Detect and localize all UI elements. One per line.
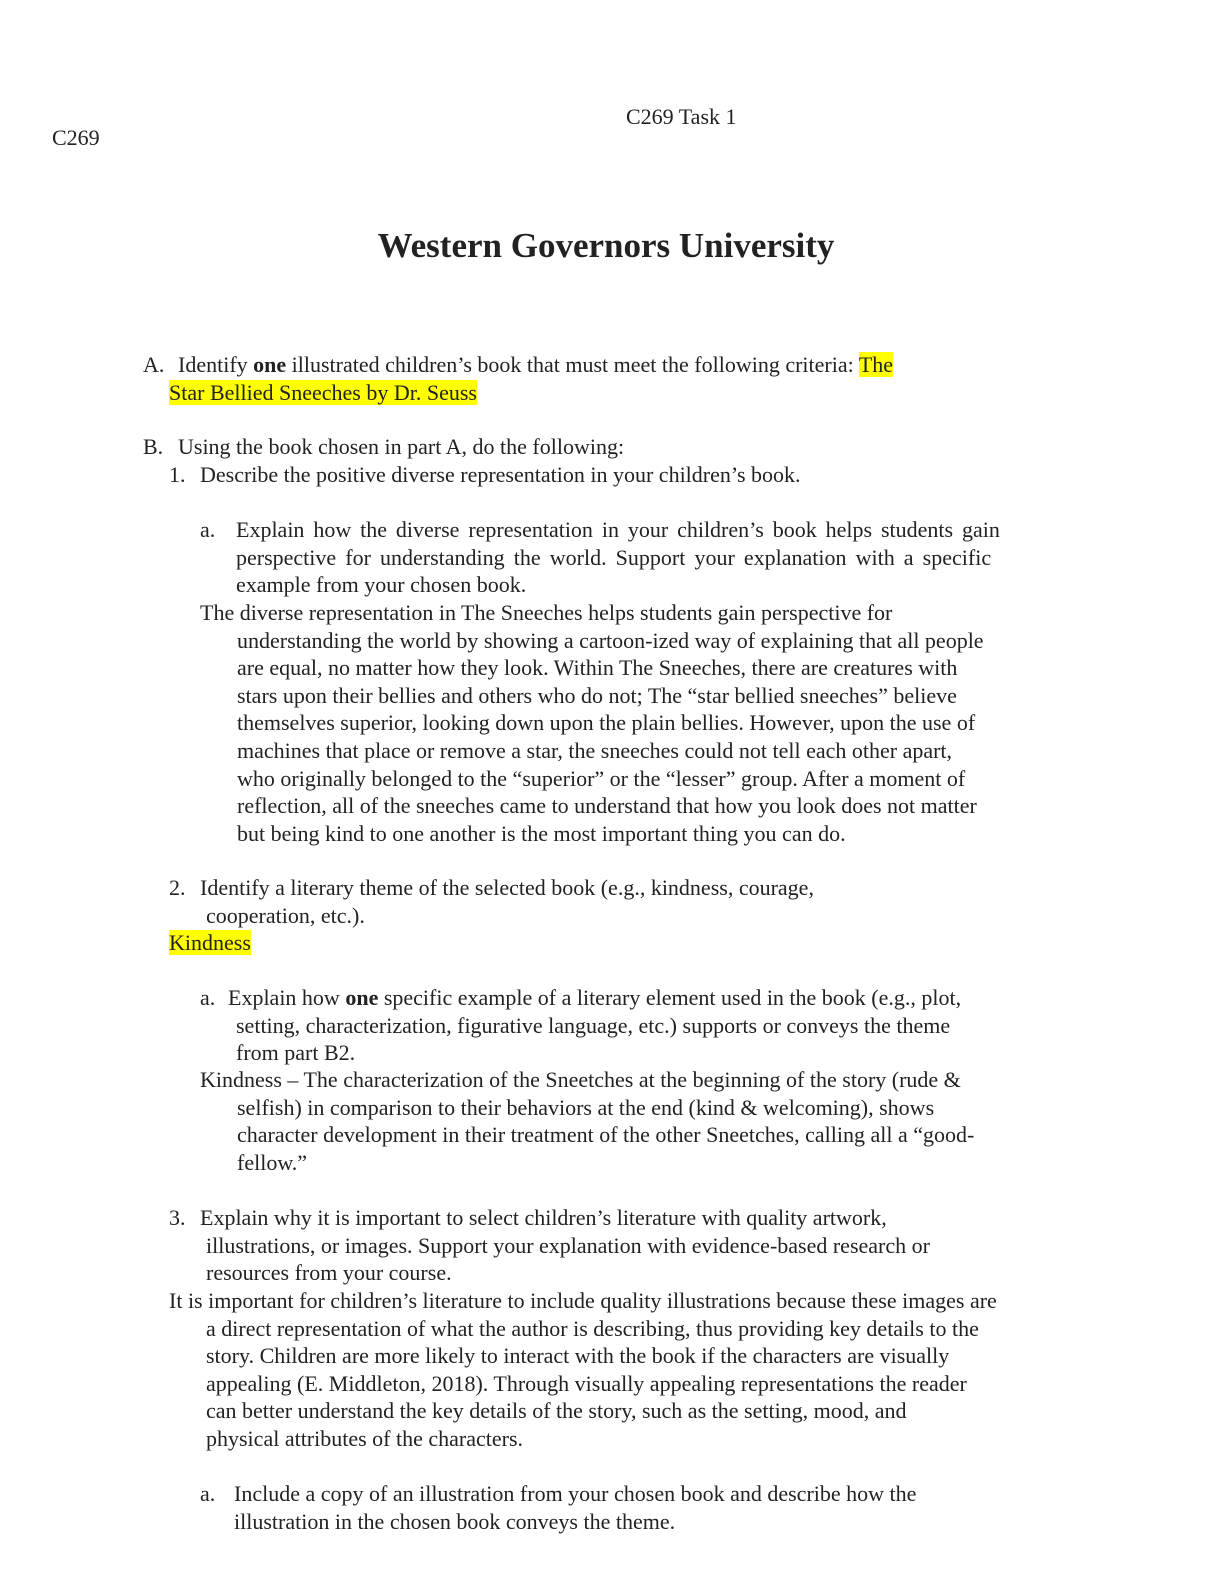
text-line: illustrations, or images. Support your explanation with evidence-based research or	[206, 1232, 930, 1258]
item-2a-pre: Explain how	[228, 985, 346, 1010]
answer-highlight: Star Bellied Sneeches by Dr. Seuss	[169, 380, 477, 405]
item-2-answer-detail	[200, 1066, 974, 1176]
text-line: physical attributes of the characters.	[206, 1425, 524, 1451]
item-1a-marker: a.	[200, 517, 216, 542]
text-line: Explain how the diverse representation in your children’s book helps students gain	[236, 517, 1000, 542]
course-code: C269	[52, 125, 100, 150]
item-3-number: 3.	[169, 1205, 186, 1230]
text-line: story. Children are more likely to interact with the book if the characters are visually	[206, 1343, 950, 1369]
text-line: from part B2.	[236, 1040, 356, 1066]
text-line: machines that place or remove a star, the sneeches could not tell each other apart,	[237, 737, 953, 763]
text-line	[228, 984, 961, 1012]
item-2-text	[200, 874, 814, 929]
page-title: Western Governors University	[377, 226, 835, 265]
text-line: Include a copy of an illustration from your chosen book and describe how the	[234, 1481, 917, 1506]
answer-highlight: The	[858, 352, 894, 377]
section-b-prompt: Using the book chosen in part A, do the following:	[178, 434, 625, 459]
section-b-marker: B.	[143, 434, 164, 459]
item-2-number: 2.	[169, 875, 186, 900]
item-2-answer	[169, 929, 251, 957]
text-line: Kindness – The characterization of the Sneetches at the beginning of the story (rude &	[200, 1067, 961, 1092]
emphasis-one: one	[253, 352, 287, 377]
answer-highlight: Kindness	[169, 930, 251, 955]
text-line: perspective for understanding the world. Support your explanation with a specific	[236, 544, 992, 570]
text-line: but being kind to one another is the most important thing you can do.	[237, 820, 846, 846]
section-a-prompt-pre: Identify	[178, 352, 254, 377]
item-3a-prompt	[234, 1480, 916, 1535]
text-line: fellow.”	[237, 1149, 308, 1175]
item-2a-prompt	[228, 984, 961, 1067]
text-line: stars upon their bellies and others who do not; The “star bellied sneeches” believe	[237, 682, 957, 708]
text-line: can better understand the key details of the story, such as the setting, mood, and	[206, 1398, 907, 1424]
section-a-prompt-post: illustrated children’s book that must meet the following criteria:	[286, 352, 859, 377]
text-line: themselves superior, looking down upon the plain bellies. However, upon the use of	[237, 710, 976, 736]
item-3a-marker: a.	[200, 1481, 216, 1506]
item-1-number: 1.	[169, 462, 186, 487]
item-2a-post: specific example of a literary element used in the book (e.g., plot,	[378, 985, 962, 1010]
text-line: example from your chosen book.	[236, 572, 527, 598]
text-line: It is important for children’s literature to include quality illustrations because these images are	[169, 1288, 997, 1313]
section-a-prompt	[178, 351, 893, 379]
text-line: appealing (E. Middleton, 2018). Through visually appealing representations the reader	[206, 1370, 967, 1396]
text-line: selfish) in comparison to their behaviors at the end (kind & welcoming), shows	[237, 1094, 935, 1120]
item-1-answer	[200, 599, 984, 847]
text-line: who originally belonged to the “superior” or the “lesser” group. After a moment of	[237, 765, 966, 791]
section-a-answer	[169, 379, 477, 407]
text-line: a direct representation of what the author is describing, thus providing key details to the	[206, 1315, 979, 1341]
section-a-marker: A.	[143, 352, 165, 377]
running-head: C269 Task 1	[626, 104, 737, 129]
item-1a-prompt	[236, 516, 1000, 599]
text-line: cooperation, etc.).	[206, 902, 365, 928]
text-line: are equal, no matter how they look. Within The Sneeches, there are creatures with	[237, 655, 958, 681]
text-line: Identify a literary theme of the selected book (e.g., kindness, courage,	[200, 875, 814, 900]
item-2a-marker: a.	[200, 985, 216, 1010]
emphasis-one: one	[345, 985, 379, 1010]
text-line: reflection, all of the sneeches came to understand that how you look does not matter	[237, 793, 977, 819]
text-line: character development in their treatment of the other Sneetches, calling all a “good-	[237, 1122, 975, 1148]
item-3-text	[200, 1204, 930, 1287]
text-line: Explain why it is important to select children’s literature with quality artwork,	[200, 1205, 887, 1230]
text-line: illustration in the chosen book conveys the theme.	[234, 1508, 676, 1534]
text-line: The diverse representation in The Sneeches helps students gain perspective for	[200, 600, 893, 625]
text-line: understanding the world by showing a cartoon-ized way of explaining that all people	[237, 627, 984, 653]
text-line: setting, characterization, figurative language, etc.) supports or conveys the theme	[236, 1012, 951, 1038]
text-line: resources from your course.	[206, 1260, 452, 1286]
item-1-text: Describe the positive diverse representation in your children’s book.	[200, 462, 801, 487]
item-3-answer	[169, 1287, 997, 1453]
